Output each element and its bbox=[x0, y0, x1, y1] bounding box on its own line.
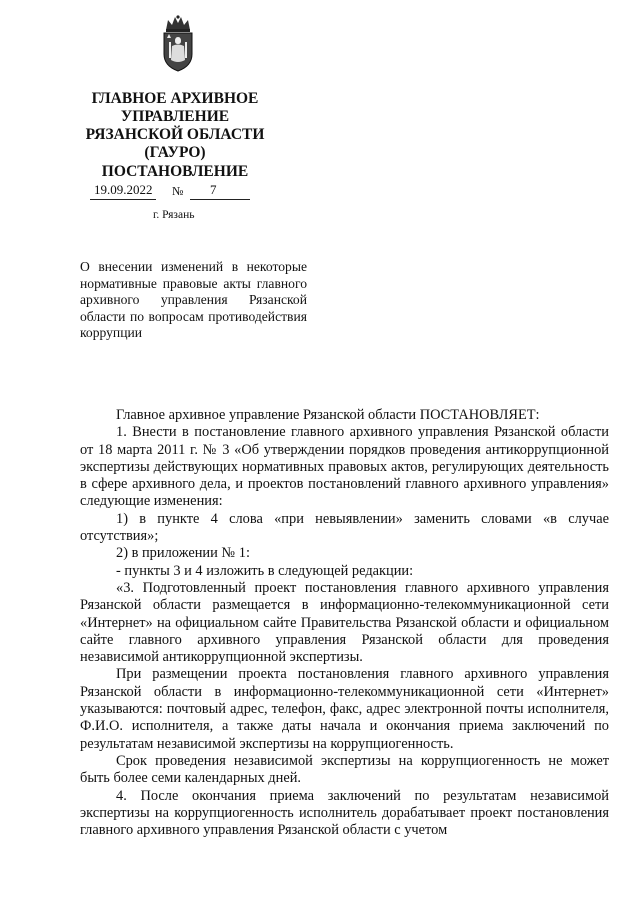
paragraph: - пункты 3 и 4 изложить в следующей редакции: bbox=[116, 562, 414, 579]
document-title: ПОСТАНОВЛЕНИЕ bbox=[101, 163, 249, 180]
city: г. Рязань bbox=[153, 209, 195, 221]
org-line: (ГАУРО) bbox=[144, 144, 206, 161]
paragraph: «3. Подготовленный проект постановления главного архивного управления Рязанской области размещается в информационно-телекоммуникационной сети «Интернет» на официальном сайте Правительства Рязанской области и официальном сайте главного архивного управления Рязанской области для проведения независимой антикоррупционной экспертизы. bbox=[80, 579, 609, 666]
coat-of-arms-icon bbox=[158, 14, 198, 74]
paragraph: 4. После окончания приема заключений по результатам независимой экспертизы на коррупциогенность исполнитель дорабатывает проект постановления главного архивного управления Рязанской области с учетом bbox=[80, 787, 609, 839]
org-line: ГЛАВНОЕ АРХИВНОЕ bbox=[91, 90, 259, 107]
organization-header bbox=[70, 90, 280, 181]
date-underline bbox=[90, 199, 156, 200]
document-date: 19.09.2022 bbox=[94, 182, 153, 197]
paragraph: 1) в пункте 4 слова «при невыявлении» заменить словами «в случае отсутствия»; bbox=[80, 510, 609, 545]
document-subject bbox=[80, 259, 307, 342]
paragraph: При размещении проекта постановления главного архивного управления Рязанской области в информационно-телекоммуникационной сети «Интернет» указываются: почтовый адрес, телефон, факс, адрес электронной почты исполнителя, Ф.И.О. исполнителя, а также даты начала и окончания приема заключений по результатам независимой экспертизы на коррупциогенность. bbox=[80, 666, 609, 752]
document-number: 7 bbox=[210, 182, 217, 197]
document-body bbox=[80, 407, 609, 839]
org-line: УПРАВЛЕНИЕ bbox=[120, 108, 230, 125]
paragraph: Срок проведения независимой экспертизы на коррупциогенность не может быть более семи календарных дней. bbox=[80, 752, 609, 787]
date-number-line bbox=[90, 182, 260, 202]
subject-text: О внесении изменений в некоторые нормативные правовые акты главного архивного управления Рязанской области по вопросам противодействия коррупции bbox=[80, 259, 307, 341]
number-label: № bbox=[172, 184, 184, 198]
paragraph: 1. Внести в постановление главного архивного управления Рязанской области от 18 марта 2011 г. № 3 «Об утверждении порядков проведения антикоррупционной экспертизы действующих нормативных правовых актов, регулирующих деятельность в сфере архивного дела, и проектов постановлений главного архивного управления» следующие изменения: bbox=[80, 424, 609, 510]
paragraph: Главное архивное управление Рязанской области ПОСТАНОВЛЯЕТ: bbox=[116, 407, 540, 423]
number-underline bbox=[190, 199, 250, 200]
paragraph: 2) в приложении № 1: bbox=[116, 545, 250, 562]
org-line: РЯЗАНСКОЙ ОБЛАСТИ bbox=[85, 126, 265, 143]
